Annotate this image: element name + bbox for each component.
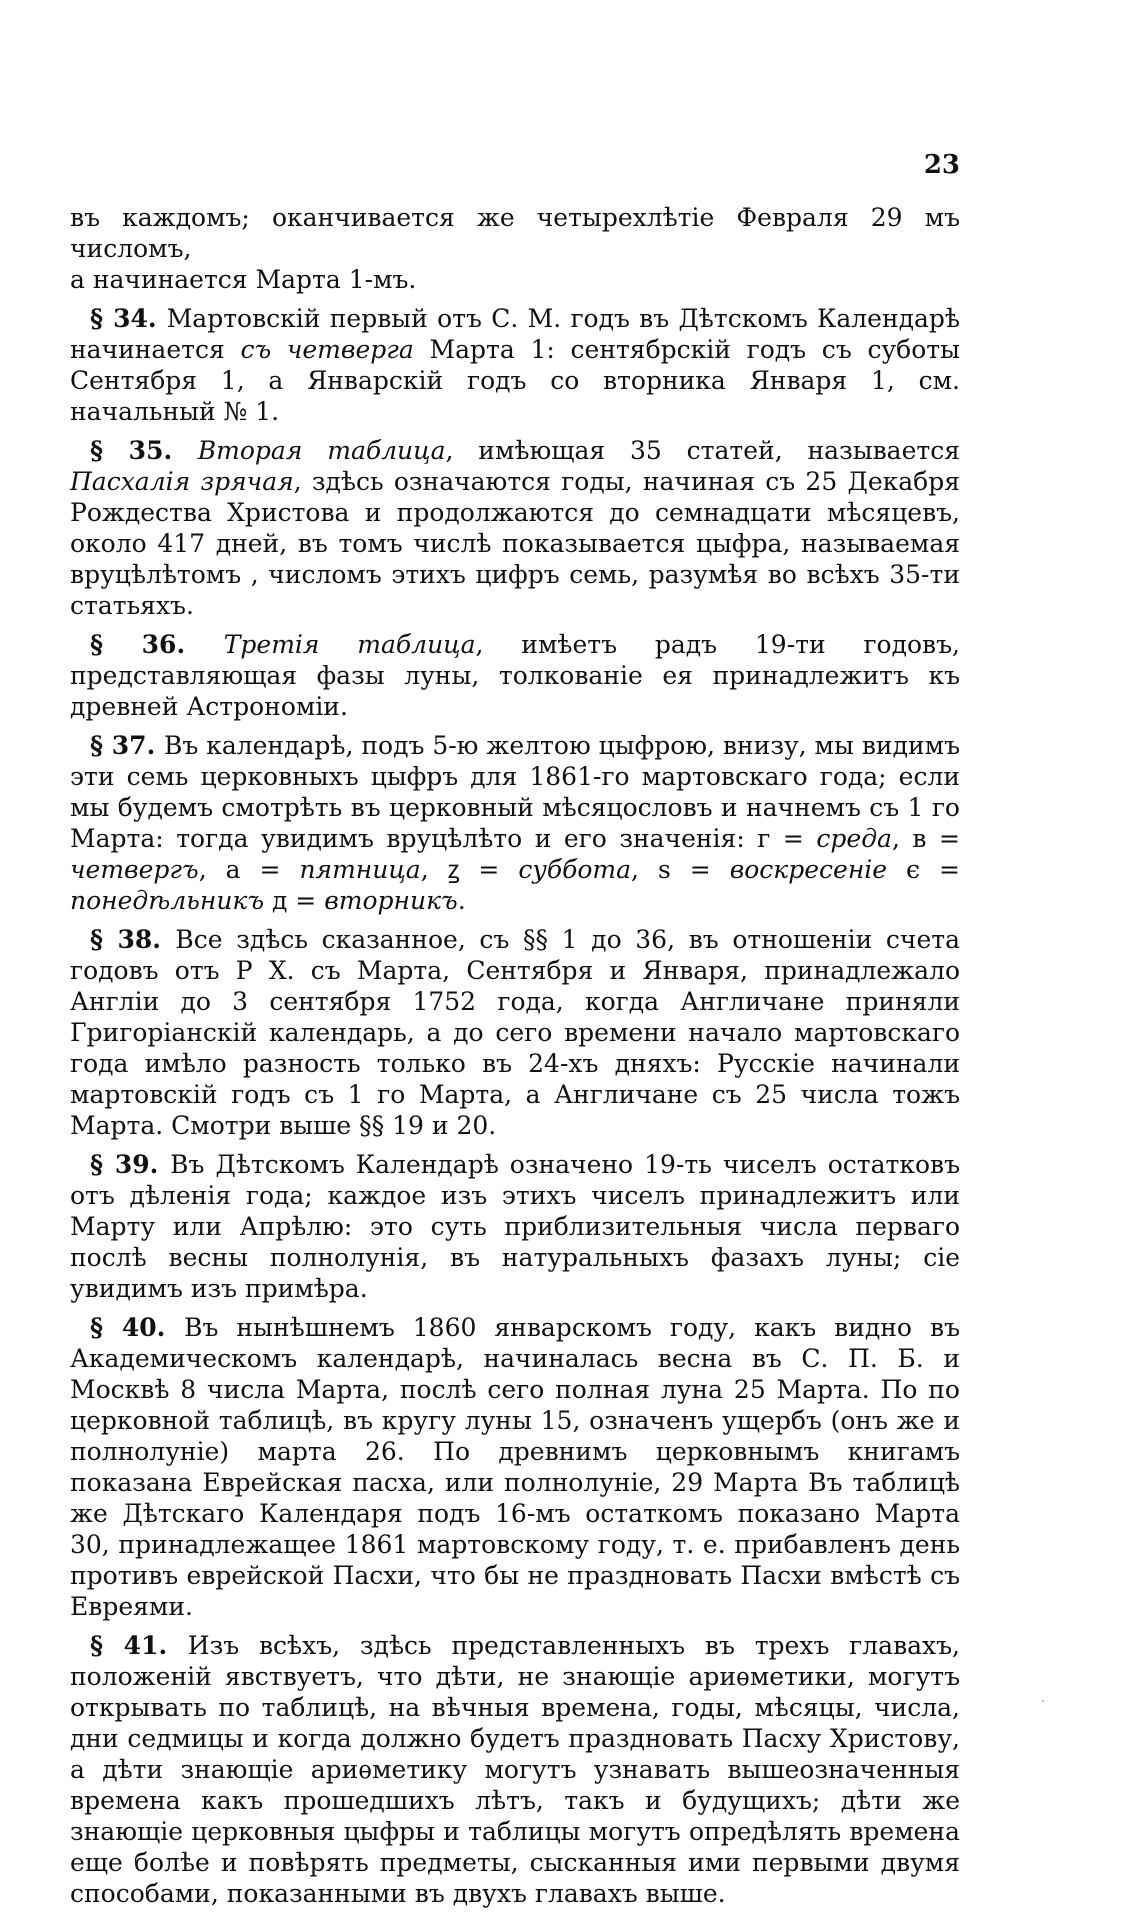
text-run: Въ календарѣ, подъ 5-ю желтою цыфрою, внизу, мы видимъ эти семь церковныхъ цыфръ для 1861-го мартовскаго года; если мы будемъ смотрѣть въ церковный мѣсяцословъ и начнемъ съ 1 го Марта: тогда увидимъ вруцѣлѣто и его значенія: г =	[70, 731, 960, 853]
text-run: , имѣетъ радъ 19-ти годовъ, представляющая фазы луны, толкованіе ея принадлежитъ къ древней Астрономіи.	[70, 630, 960, 721]
text-run: Изъ всѣхъ, здѣсь представленныхъ въ трехъ главахъ, положеній явствуетъ, что дѣти, не знающіе ариѳметики, могутъ открывать по таблицѣ, на вѣчныя времена, годы, мѣсяцы, числа, дни седмицы и когда должно будетъ праздновать Пасху Христову, а дѣти знающіе ариѳметику могутъ узнавать вышеозначенныя времена какъ прошедшихъ лѣтъ, такъ и будущихъ; дѣти же знающіе церковныя цыфры и таблицы могутъ опредѣлять времена еще болѣе и повѣрять предметы, сысканныя ими первыми двумя способами, показанными въ двухъ главахъ выше.	[70, 1631, 961, 1908]
section-39	[70, 1149, 960, 1304]
text-run-italic: суббота	[518, 855, 632, 884]
text-line: а начинается Марта 1-мъ.	[70, 265, 417, 294]
section-number: § 41.	[90, 1631, 188, 1660]
text-run-italic: Пасхалія зрячая	[70, 467, 294, 496]
section-number: § 35.	[90, 436, 198, 465]
section-38	[70, 924, 960, 1141]
text-run: , ꙁ =	[420, 855, 519, 884]
text-run-italic: пятница	[299, 855, 421, 884]
text-run: , ѕ =	[631, 855, 730, 884]
text-run: д =	[264, 886, 325, 915]
text-line: въ каждомъ; оканчивается же четырехлѣтіе Февраля 29 мъ числомъ,	[70, 203, 960, 263]
text-run: , имѣющая 35 статей, называется	[445, 436, 960, 465]
section-40	[70, 1312, 960, 1622]
text-run: , а =	[198, 855, 300, 884]
stray-mark: ˊ	[1040, 1700, 1045, 1711]
text-run-italic: воскресеніе	[729, 855, 888, 884]
section-number: § 36.	[90, 630, 224, 659]
section-34	[70, 303, 960, 427]
text-run-italic: понедѣльникъ	[70, 886, 265, 915]
text-run: Въ нынѣшнемъ 1860 январскомъ году, какъ видно въ Академическомъ календарѣ, начиналась весна въ С. П. Б. и Москвѣ 8 числа Марта, послѣ сего полная луна 25 Марта. По по церковной таблицѣ, въ кругу луны 15, означенъ ущербъ (онъ же и полнолуніе) марта 26. По древнимъ церковнымъ книгамъ показана Еврейская пасха, или полнолуніе, 29 Марта Въ таблицѣ же Дѣтскаго Календаря подъ 16-мъ остаткомъ показано Марта 30, принадлежащее 1861 мартовскому году, т. е. прибавленъ день противъ еврейской Пасхи, что бы не праздновать Пасхи вмѣстѣ съ Евреями.	[70, 1313, 960, 1621]
text-run-italic: четвергъ	[70, 855, 199, 884]
page-text	[70, 202, 960, 1917]
section-41	[70, 1630, 960, 1909]
text-run-italic: Третія таблица	[223, 630, 476, 659]
section-number: § 40.	[90, 1313, 185, 1342]
text-run: Въ Дѣтскомъ Календарѣ означено 19-ть чиселъ остатковъ отъ дѣленія года; каждое изъ этихъ чиселъ принадлежитъ или Марту или Апрѣлю: это суть приблизительныя числа перваго послѣ весны полнолунія, въ натуральныхъ фазахъ луны; сіе увидимъ изъ примѣра.	[70, 1150, 960, 1303]
text-run-italic: Вторая таблица	[197, 436, 446, 465]
paragraph-continuation	[70, 202, 960, 295]
text-run: Марта 1: сентябрскій годъ съ суботы Сентября 1, а Январскій годъ со вторника Января 1, см. начальный № 1.	[70, 335, 960, 426]
text-run: , здѣсь означаются годы, начиная съ 25 Декабря Рождества Христова и продолжаются до семнадцати мѣсяцевъ, около 417 дней, въ томъ числѣ показывается цыфра, называемая вруцѣлѣтомъ , числомъ этихъ цифръ семь, разумѣя во всѣхъ 35-ти статьяхъ.	[70, 467, 960, 620]
section-36	[70, 629, 960, 722]
text-run: Все здѣсь сказанное, съ §§ 1 до 36, въ отношеніи счета годовъ отъ Р Х. съ Марта, Сентября и Января, принадлежало Англіи до 3 сентября 1752 года, когда Англичане приняли Григоріанскій календарь, а до сего времени начало мартовскаго года имѣло разность только въ 24-хъ дняхъ: Русскіе начинали мартовскій годъ съ 1 го Марта, а Англичане съ 25 числа тожъ Марта. Смотри выше §§ 19 и 20.	[70, 925, 960, 1140]
section-number: § 38.	[90, 925, 176, 954]
text-run: Мартовскій первый отъ С. М. годъ въ Дѣтскомъ Календарѣ начинается	[70, 304, 960, 364]
text-run-italic: среда	[816, 824, 892, 853]
page-number: 23	[923, 150, 960, 180]
text-run-italic: съ четверга	[240, 335, 414, 364]
text-run: .	[457, 886, 466, 915]
section-37	[70, 730, 960, 916]
section-number: § 37.	[90, 731, 164, 760]
section-35	[70, 435, 960, 621]
section-number: § 39.	[90, 1150, 171, 1179]
text-run: , в =	[891, 824, 960, 853]
text-run: є =	[887, 855, 960, 884]
section-number: § 34.	[90, 304, 167, 333]
text-run-italic: вторникъ	[324, 886, 458, 915]
